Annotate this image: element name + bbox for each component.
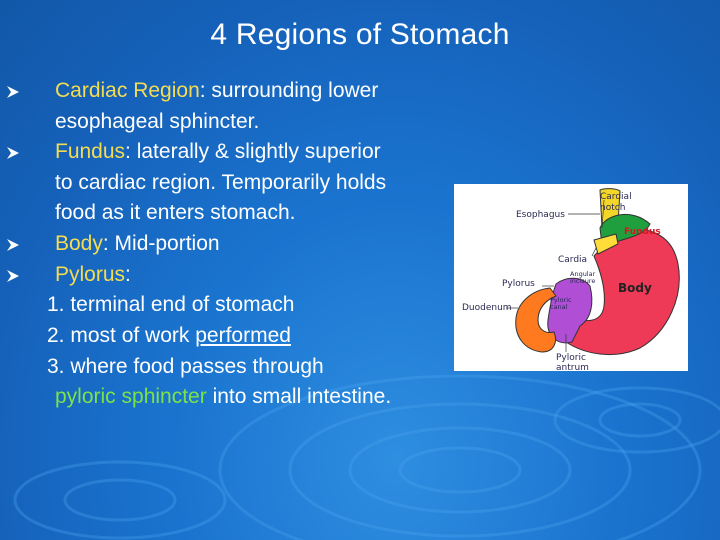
label-esophagus: Esophagus <box>516 210 565 220</box>
stomach-illustration <box>454 184 688 371</box>
label-cardia: Cardia <box>558 255 588 265</box>
label-fundus: Fundus <box>624 227 661 237</box>
pylorus-item-2-underlined: performed <box>195 324 291 347</box>
label-cardial-notch-1: Cardial <box>600 192 632 202</box>
bullet-text: : surrounding lower <box>199 79 379 102</box>
term-pyloric-sphincter: pyloric sphincter <box>55 385 207 408</box>
bullet-text-cont: food as it enters stomach. <box>55 201 296 224</box>
label-duodenum: Duodenum <box>462 303 512 313</box>
stomach-diagram <box>454 184 688 371</box>
slide-title: 4 Regions of Stomach <box>210 18 510 51</box>
label-pyloric-antrum-1: Pyloric <box>556 353 586 363</box>
pylorus-item-1: 1. terminal end of stomach <box>47 293 295 316</box>
label-pylorus: Pylorus <box>502 279 535 289</box>
term-cardiac-region: Cardiac Region <box>55 79 200 102</box>
pylorus-item-3: 3. where food passes through <box>47 355 324 378</box>
bullet-arrow-icon <box>6 269 20 283</box>
pylorus-item-3-rest: into small intestine. <box>206 385 392 408</box>
label-pyloric-antrum-2: antrum <box>556 363 589 371</box>
bullet-arrow-icon <box>6 146 20 160</box>
pylorus-item-2-text: 2. most of work <box>47 324 196 347</box>
label-angular-1: Angular <box>570 270 596 278</box>
bullet-text: : Mid-portion <box>102 232 220 255</box>
label-pyloric-canal-2: canal <box>550 303 568 311</box>
label-cardial-notch-2: notch <box>600 203 626 213</box>
label-pyloric-canal-1: Pyloric <box>550 296 572 304</box>
pylorus-item-2 <box>47 321 457 352</box>
label-body: Body <box>618 281 652 295</box>
bullet-text-cont: esophageal sphincter. <box>55 109 260 133</box>
bullet-text: : laterally & slightly superior <box>125 140 381 163</box>
label-angular-2: incisure <box>570 277 596 285</box>
term-body: Body <box>55 232 103 255</box>
bullet-arrow-icon <box>6 85 20 99</box>
bullet-text: : <box>125 263 131 286</box>
bullet-arrow-icon <box>6 238 20 252</box>
term-fundus: Fundus <box>55 140 126 163</box>
term-pylorus: Pylorus <box>55 263 126 286</box>
bullet-text-cont: to cardiac region. Temporarily holds <box>55 170 387 194</box>
pylorus-item-3-cont <box>55 382 465 413</box>
